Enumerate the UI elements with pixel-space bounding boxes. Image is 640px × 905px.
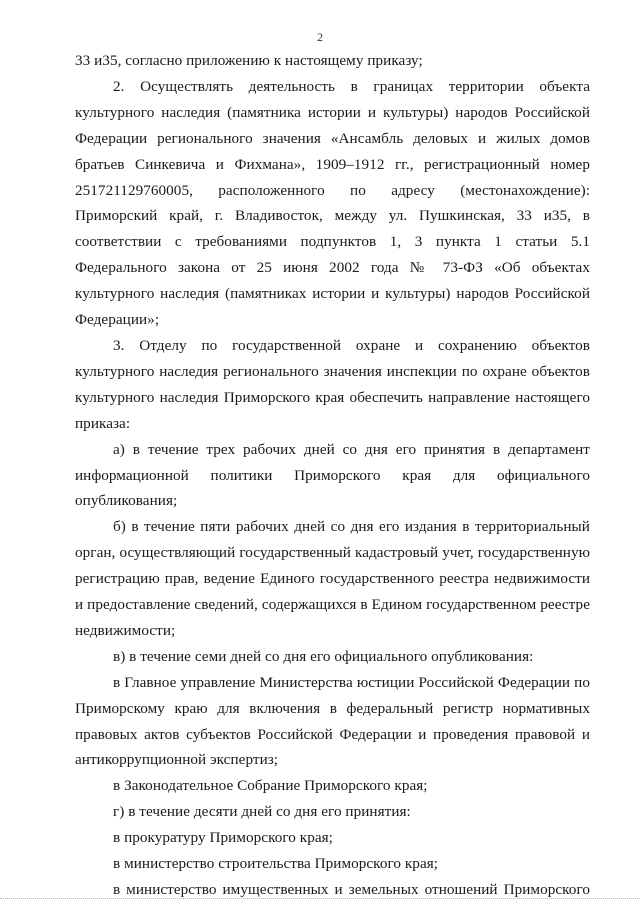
document-body (75, 48, 590, 903)
paragraph-subitem-b: б) в течение пяти рабочих дней со дня его издания в территориальный орган, осуществляющий государственный кадастровый учет, государственную регистрацию прав, ведение Единого государственного реестра недвижимости и предоставление сведений, содержащихся в Едином государственном реестре недвижимости; (75, 518, 590, 639)
paragraph-subitem-v: в) в течение семи дней со дня его официального опубликования: (113, 647, 534, 665)
paragraph-recipient-justice: в Главное управление Министерства юстиции Российской Федерации по Приморскому краю для включения в федеральный регистр нормативных правовых актов субъектов Российской Федерации и проведения правовой и антикоррупционной экспертиз; (75, 673, 590, 769)
page-number: 2 (317, 30, 323, 44)
paragraph-recipient-prosecutor: в прокуратуру Приморского края; (113, 829, 333, 847)
paragraph-item-2: 2. Осуществлять деятельность в границах территории объекта культурного наследия (памятника истории и культуры) народов Российской Федерации регионального значения «Ансамбль деловых и жилых домов братьев Синкевича и Фихмана», 1909–1912 гг., регистрационный номер 251721129760005, расположенного по адресу (местонахождение): Приморский край, г. Владивосток, между ул. Пушкинская, 33 и35, в соответствии с требованиями подпунктов 1, 3 пункта 1 статьи 5.1 Федерального закона от 25 июня 2002 года № 73-ФЗ «Об объектах культурного наследия (памятниках истории и культуры) народов Российской Федерации»; (75, 77, 590, 329)
paragraph-subitem-g: г) в течение десяти дней со дня его принятия: (113, 803, 411, 821)
paragraph-recipient-construction: в министерство строительства Приморского края; (113, 855, 439, 873)
paragraph-subitem-a: а) в течение трех рабочих дней со дня его принятия в департамент информационной политики Приморского края для официального опубликования; (75, 440, 590, 510)
paragraph-recipient-assembly: в Законодательное Собрание Приморского края; (113, 777, 428, 795)
paragraph-continuation: 33 и35, согласно приложению к настоящему приказу; (75, 52, 423, 69)
paragraph-recipient-property: в министерство имущественных и земельных отношений Приморского (113, 881, 590, 898)
scan-bottom-edge (0, 898, 640, 899)
paragraph-item-3: 3. Отделу по государственной охране и сохранению объектов культурного наследия регионального значения инспекции по охране объектов культурного наследия Приморского края обеспечить направление настоящего приказа: (75, 336, 590, 432)
